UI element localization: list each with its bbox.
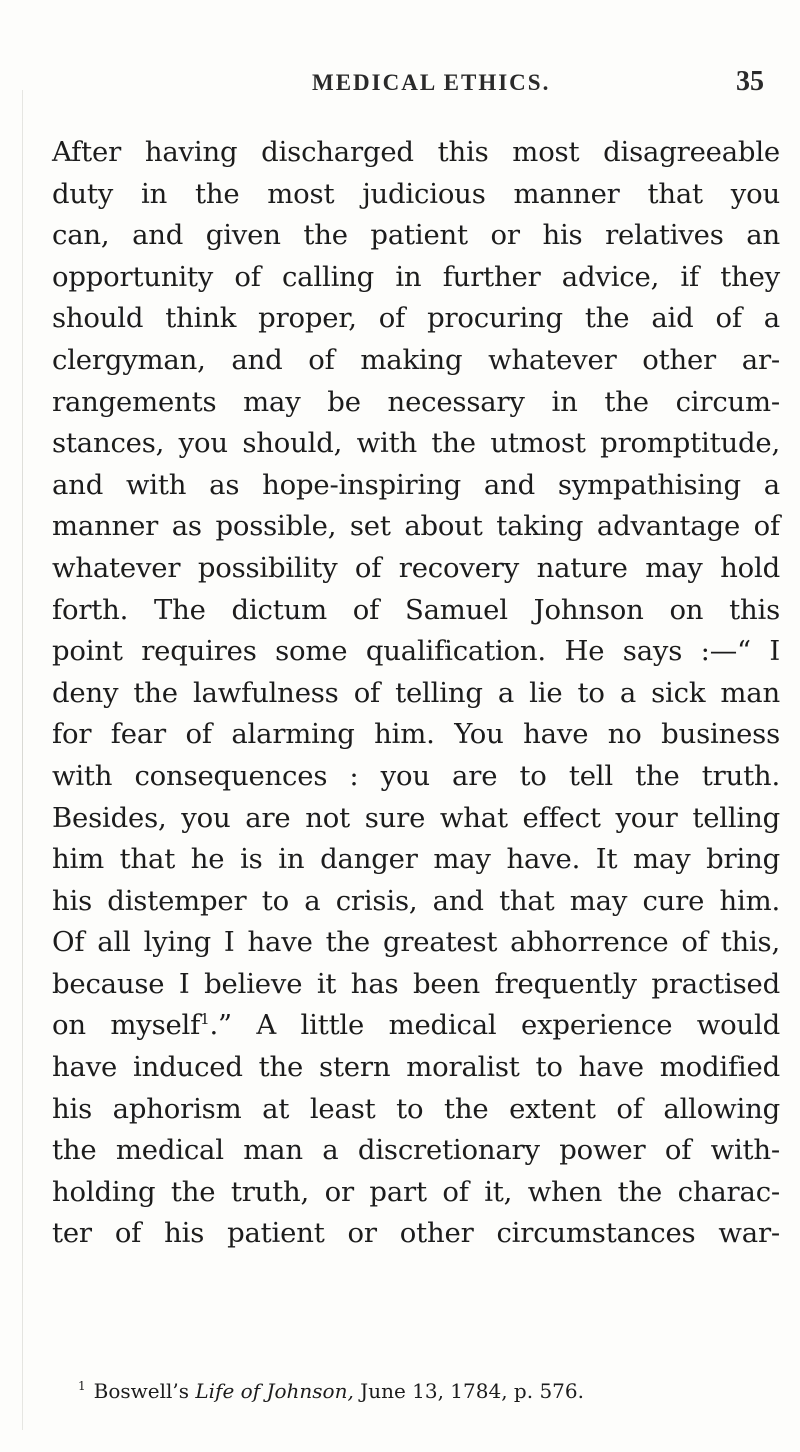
page-gutter-shadow: [22, 90, 23, 1430]
footnote-author: Boswell’s: [93, 1379, 190, 1403]
text-line-4: opportunity of calling in further advice, if they: [52, 260, 780, 293]
text-line-12: forth. The dictum of Samuel Johnson on this: [52, 593, 780, 626]
text-line-27: ter of his patient or other circumstances war-: [52, 1217, 780, 1250]
text-line-9: and with as hope-inspiring and sympathising a: [52, 468, 780, 501]
text-line-1: After having discharged this most disagreeable: [52, 136, 780, 168]
text-line-22: [52, 1005, 780, 1047]
footnote-detail: June 13, 1784, p. 576.: [360, 1379, 584, 1403]
text-line-21: because I believe it has been frequently practised: [52, 967, 780, 1000]
text-line-14: deny the lawfulness of telling a lie to a sick man: [52, 676, 780, 709]
running-title: MEDICAL ETHICS.: [312, 70, 551, 95]
text-line-6: clergyman, and of making whatever other ar-: [52, 343, 780, 376]
text-line-23: have induced the stern moralist to have modified: [52, 1051, 780, 1084]
text-line-19: his distemper to a crisis, and that may cure him.: [52, 884, 780, 917]
text-line-17: Besides, you are not sure what effect your telling: [52, 801, 780, 834]
text-line-15: for fear of alarming him. You have no business: [52, 718, 780, 751]
text-line-22-end: .” A little medical experience would: [209, 1009, 780, 1042]
text-line-5: should think proper, of procuring the aid of a: [52, 302, 780, 335]
text-line-11: whatever possibility of recovery nature may hold: [52, 551, 780, 584]
text-line-22-start: on myself: [52, 1009, 201, 1042]
text-line-18: him that he is in danger may have. It may bring: [52, 843, 780, 876]
text-line-25: the medical man a discretionary power of with-: [52, 1134, 780, 1167]
text-line-8: stances, you should, with the utmost promptitude,: [52, 427, 780, 460]
text-line-13: point requires some qualification. He says :—“ I: [52, 635, 780, 668]
footnote-title: Life of Johnson,: [195, 1379, 354, 1403]
text-line-3: can, and given the patient or his relatives an: [52, 219, 780, 252]
footnote-marker: 1: [78, 1379, 86, 1394]
footnote: [78, 1376, 780, 1406]
footnote-reference: 1: [200, 1010, 210, 1029]
text-line-16: with consequences : you are to tell the truth.: [52, 759, 780, 792]
text-line-24: his aphorism at least to the extent of allowing: [52, 1092, 780, 1125]
body-paragraph: [52, 132, 780, 1255]
text-line-10: manner as possible, set about taking advantage of: [52, 510, 780, 543]
text-line-20: Of all lying I have the greatest abhorrence of this,: [52, 926, 780, 959]
page-number: 35: [736, 66, 764, 97]
text-line-26: holding the truth, or part of it, when the charac-: [52, 1175, 780, 1208]
text-line-7: rangements may be necessary in the circum-: [52, 385, 780, 418]
text-line-2: duty in the most judicious manner that you: [52, 177, 780, 210]
